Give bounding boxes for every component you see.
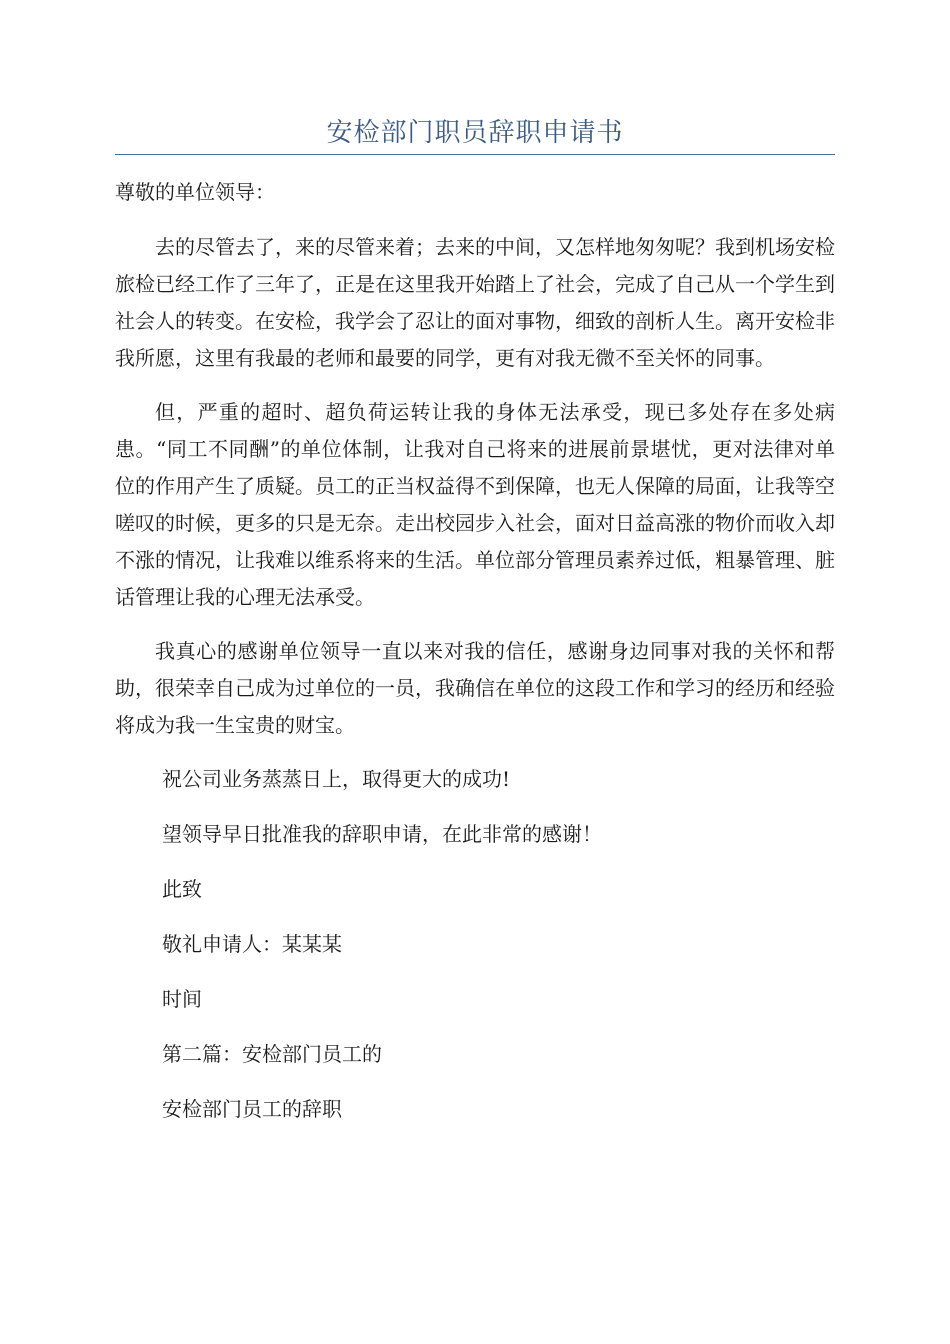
document-title: 安检部门职员辞职申请书 [326,118,624,148]
date-line: 时间 [162,987,202,1011]
section-subheading: 安检部门员工的辞职 [162,1097,342,1121]
salutation: 尊敬的单位领导： [115,180,275,204]
closing-wish: 祝公司业务蒸蒸日上，取得更大的成功! [162,767,511,791]
body-paragraph: 我真心的感谢单位领导一直以来对我的信任，感谢身边同事对我的关怀和帮助，很荣幸自己成为过单位的一员，我确信在单位的这段工作和学习的经历和经验将成为我一生宝贵的财宝。 [115,639,835,737]
document-body [115,174,835,1146]
section-heading: 第二篇：安检部门员工的 [162,1042,382,1066]
title-underline [115,154,835,155]
applicant-signature: 敬礼申请人：某某某 [162,932,342,956]
body-paragraph: 但，严重的超时、超负荷运转让我的身体无法承受，现已多处存在多处病患。“同工不同酬”的单位体制，让我对自己将来的进展前景堪忧，更对法律对单位的作用产生了质疑。员工的正当权益得不到保障，也无人保障的局面，让我等空嗟叹的时候，更多的只是无奈。走出校园步入社会，面对日益高涨的物价而收入却不涨的情况，让我难以维系将来的生活。单位部分管理员素养过低，粗暴管理、脏话管理让我的心理无法承受。 [115,400,835,609]
closing-request: 望领导早日批准我的辞职申请，在此非常的感谢！ [162,822,602,846]
closing-salute: 此致 [162,877,202,901]
body-paragraph: 去的尽管去了，来的尽管来着；去来的中间，又怎样地匆匆呢？我到机场安检旅检已经工作了三年了，正是在这里我开始踏上了社会，完成了自己从一个学生到社会人的转变。在安检，我学会了忍让的面对事物，细致的剖析人生。离开安检非我所愿，这里有我最的老师和最要的同学，更有对我无微不至关怀的同事。 [115,235,835,370]
